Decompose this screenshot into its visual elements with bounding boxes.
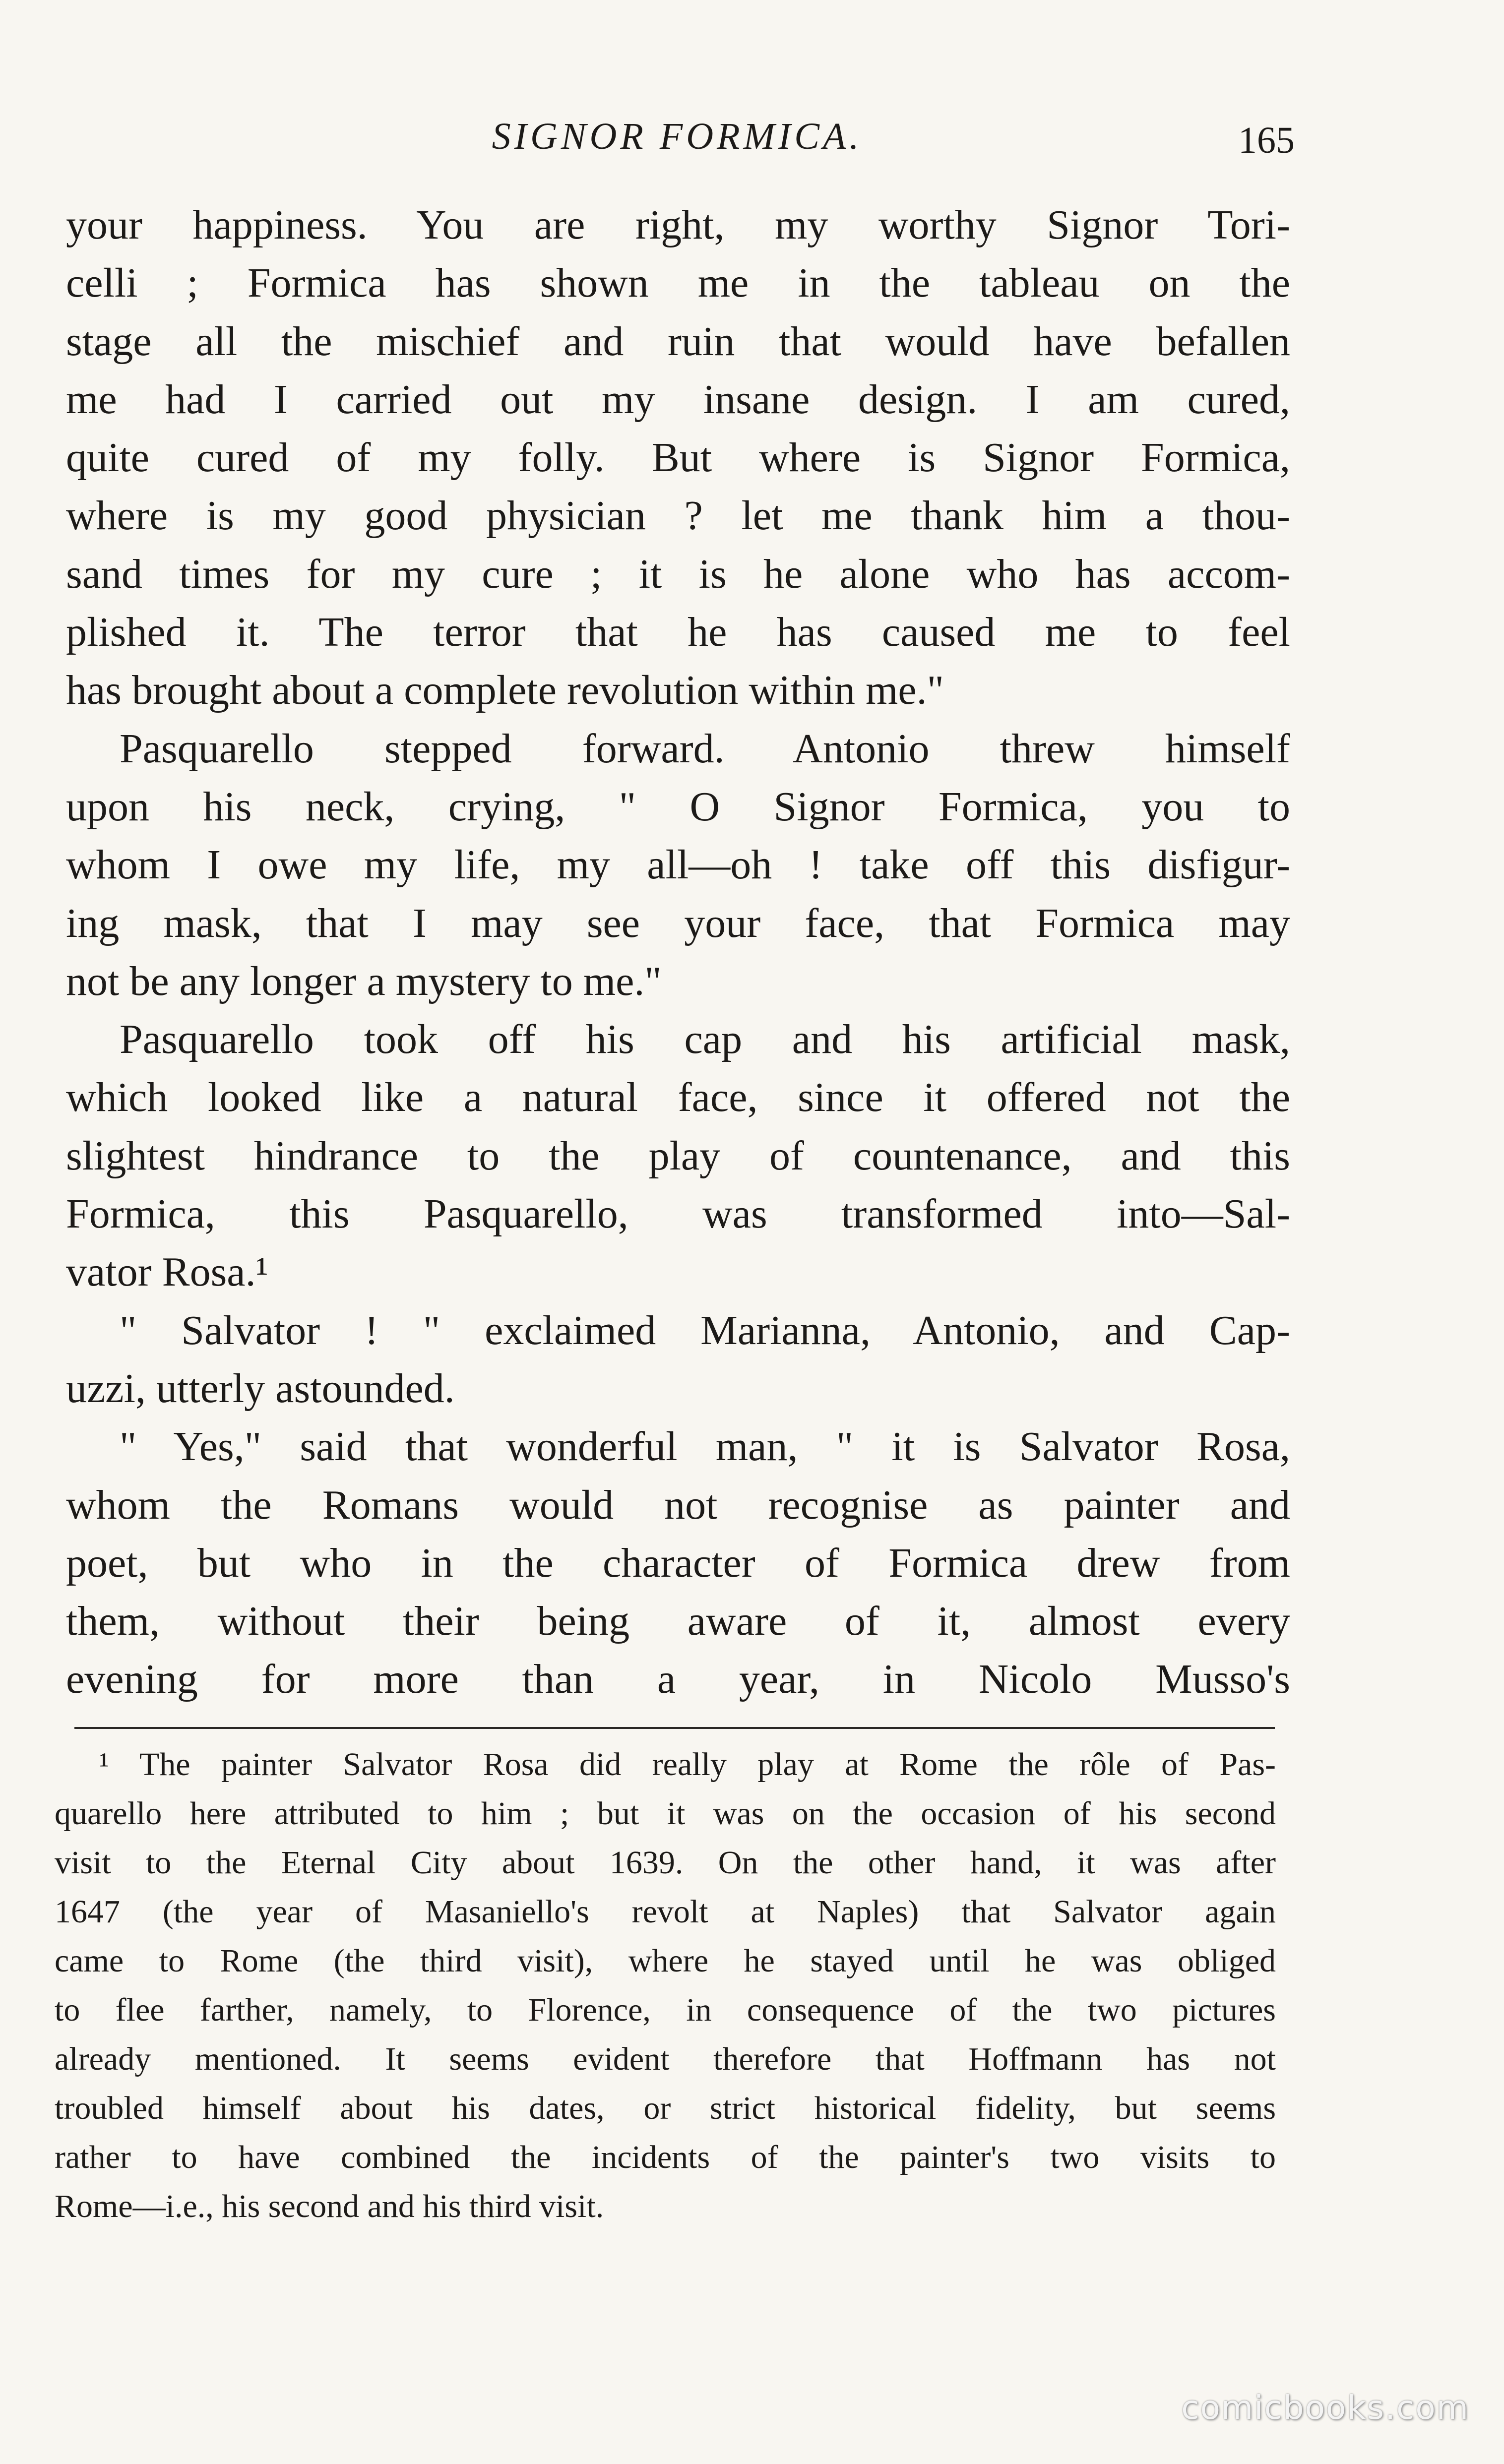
body-line: evening for more than a year, in Nicolo Musso's — [66, 1656, 1290, 1703]
body-line: which looked like a natural face, since it offered not the — [66, 1074, 1290, 1121]
footnote-line: to flee farther, namely, to Florence, in consequence of the two pictures — [55, 1992, 1276, 2028]
running-head-title: SIGNOR FORMICA. — [492, 116, 863, 157]
footnote — [55, 1740, 1276, 2231]
body-line: has brought about a complete revolution within me." — [66, 667, 944, 714]
footnote-line: ¹ The painter Salvator Rosa did really play at Rome the rôle of Pas- — [99, 1746, 1276, 1783]
body-line: sand times for my cure ; it is he alone who has accom- — [66, 551, 1290, 597]
body-line: " Yes," said that wonderful man, " it is Salvator Rosa, — [120, 1423, 1290, 1470]
footnote-line: came to Rome (the third visit), where he stayed until he was obliged — [55, 1943, 1276, 1979]
footnote-divider — [74, 1727, 1275, 1729]
body-line: stage all the mischief and ruin that would have befallen — [66, 318, 1290, 365]
body-line: whom the Romans would not recognise as painter and — [66, 1481, 1290, 1528]
body-line: plished it. The terror that he has caused me to feel — [66, 609, 1290, 656]
body-line: " Salvator ! " exclaimed Marianna, Antonio, and Cap- — [120, 1307, 1290, 1354]
body-line: Pasquarello stepped forward. Antonio threw himself — [120, 725, 1290, 772]
footnote-line: already mentioned. It seems evident therefore that Hoffmann has not — [55, 2041, 1276, 2077]
body-text — [66, 196, 1290, 1709]
body-line: where is my good physician ? let me thank him a thou- — [66, 493, 1290, 539]
body-line: ing mask, that I may see your face, that Formica may — [66, 900, 1290, 946]
footnote-line: 1647 (the year of Masaniello's revolt at Naples) that Salvator again — [55, 1894, 1276, 1930]
body-line: slightest hindrance to the play of countenance, and this — [66, 1132, 1290, 1179]
body-line: your happiness. You are right, my worthy Signor Tori- — [66, 202, 1290, 248]
body-line: me had I carried out my insane design. I am cured, — [66, 376, 1290, 423]
footnote-line: quarello here attributed to him ; but it was on the occasion of his second — [55, 1795, 1276, 1832]
body-line: not be any longer a mystery to me." — [66, 958, 662, 1004]
footnote-line: troubled himself about his dates, or strict historical fidelity, but seems — [55, 2090, 1276, 2126]
page-number: 165 — [1238, 120, 1295, 161]
footnote-line: Rome—i.e., his second and his third visit. — [55, 2188, 604, 2224]
body-line: quite cured of my folly. But where is Signor Formica, — [66, 434, 1290, 481]
body-line: vator Rosa.¹ — [66, 1249, 268, 1295]
body-line: Formica, this Pasquarello, was transformed into—Sal- — [66, 1191, 1290, 1237]
body-line: Pasquarello took off his cap and his artificial mask, — [120, 1016, 1290, 1063]
footnote-line: visit to the Eternal City about 1639. On the other hand, it was after — [55, 1845, 1276, 1881]
body-line: upon his neck, crying, " O Signor Formica, you to — [66, 783, 1290, 830]
running-head — [69, 107, 1295, 166]
body-line: poet, but who in the character of Formica drew from — [66, 1540, 1290, 1586]
watermark: comicbooks.com — [1181, 2389, 1469, 2427]
body-line: uzzi, utterly astounded. — [66, 1365, 455, 1412]
body-line: whom I owe my life, my all—oh ! take off this disfigur- — [66, 842, 1290, 888]
footnote-line: rather to have combined the incidents of the painter's two visits to — [55, 2139, 1276, 2175]
body-line: celli ; Formica has shown me in the tableau on the — [66, 260, 1290, 307]
body-line: them, without their being aware of it, almost every — [66, 1598, 1290, 1645]
